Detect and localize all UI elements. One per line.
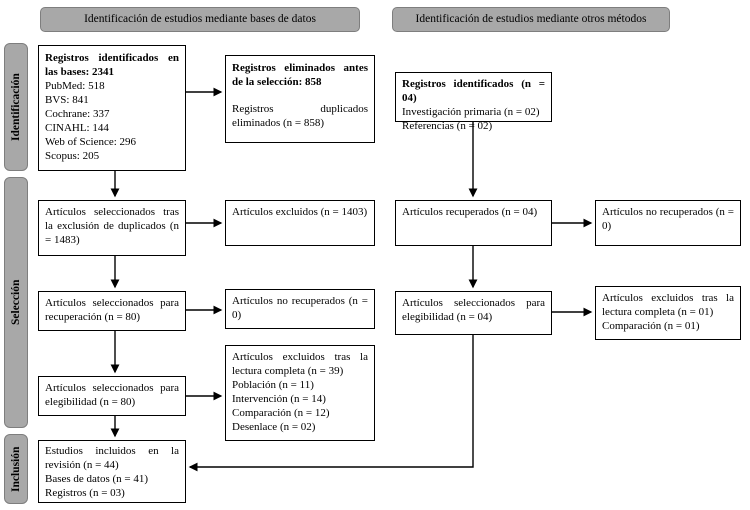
box-records-removed — [225, 55, 375, 143]
box-line: Artículos excluidos tras la lectura completa (n = 39) — [232, 351, 368, 377]
box-other-excluded-fulltext — [595, 286, 741, 340]
stage-selection-label: Selección — [10, 279, 22, 326]
box-not-retrieved — [225, 289, 375, 329]
box-line: Artículos seleccionados para recuperación (n = 80) — [45, 297, 179, 323]
box-excluded-fulltext — [225, 345, 375, 441]
box-line: BVS: 841 — [45, 94, 89, 106]
box-line: Artículos no recuperados (n = 0) — [602, 206, 734, 232]
box-excluded — [225, 200, 375, 246]
box-line: Artículos excluidos tras la lectura completa (n = 01) — [602, 292, 734, 318]
box-other-records-identified — [395, 72, 552, 132]
box-other-records-identified-lines — [402, 105, 545, 133]
stage-inclusion — [4, 434, 28, 504]
box-line: Comparación (n = 12) — [232, 407, 330, 419]
stage-inclusion-label: Inclusión — [10, 446, 22, 492]
box-other-excluded-fulltext-lines — [602, 291, 734, 333]
box-line: Bases de datos (n = 41) — [45, 473, 149, 485]
box-line: Artículos recuperados (n = 04) — [402, 206, 538, 218]
box-line: Web of Science: 296 — [45, 136, 137, 148]
box-screened-lines — [45, 205, 179, 247]
header-databases-label: Identificación de estudios mediante bases de datos — [84, 13, 316, 26]
box-excluded-lines — [232, 205, 368, 219]
box-line: Artículos excluidos (n = 1403) — [232, 206, 368, 218]
box-other-retrieved-lines — [402, 205, 545, 219]
box-excluded-fulltext-lines — [232, 350, 368, 434]
box-not-retrieved-lines — [232, 294, 368, 322]
box-other-not-retrieved — [595, 200, 741, 246]
box-line: CINAHL: 144 — [45, 122, 109, 134]
box-included-lines — [45, 444, 179, 500]
box-records-removed-lines — [232, 102, 368, 130]
box-line: Comparación (n = 01) — [602, 320, 700, 332]
box-other-not-retrieved-lines — [602, 205, 734, 233]
box-records-identified — [38, 45, 186, 171]
box-line: Artículos seleccionados para elegibilidad (n = 04) — [402, 297, 545, 323]
box-other-records-identified-title: Registros identificados (n = 04) — [402, 78, 545, 104]
box-other-eligibility-lines — [402, 296, 545, 324]
box-line: Población (n = 11) — [232, 379, 314, 391]
box-retrieval — [38, 291, 186, 331]
box-line: Intervención (n = 14) — [232, 393, 326, 405]
box-records-identified-lines — [45, 79, 179, 163]
box-line: Registros duplicados eliminados (n = 858) — [232, 103, 368, 129]
box-line: Investigación primaria (n = 02) — [402, 106, 540, 118]
box-line: Desenlace (n = 02) — [232, 421, 316, 433]
box-line: Artículos seleccionados para elegibilidad (n = 80) — [45, 382, 179, 408]
box-line: Artículos seleccionados tras la exclusión de duplicados (n = 1483) — [45, 206, 179, 246]
box-records-removed-title: Registros eliminados antes de la selección: 858 — [232, 62, 368, 88]
box-eligibility — [38, 376, 186, 416]
header-databases — [40, 7, 360, 32]
box-included — [38, 440, 186, 503]
header-other-methods-label: Identificación de estudios mediante otros métodos — [415, 13, 647, 26]
header-other-methods — [392, 7, 670, 32]
box-retrieval-lines — [45, 296, 179, 324]
box-line: Estudios incluidos en la revisión (n = 44) — [45, 445, 179, 471]
box-eligibility-lines — [45, 381, 179, 409]
box-other-eligibility — [395, 291, 552, 335]
box-records-identified-title: Registros identificados en las bases: 2341 — [45, 52, 179, 78]
box-line: PubMed: 518 — [45, 80, 105, 92]
box-line: Artículos no recuperados (n = 0) — [232, 295, 368, 321]
stage-selection — [4, 177, 28, 428]
stage-identification — [4, 43, 28, 171]
box-other-retrieved — [395, 200, 552, 246]
box-line: Cochrane: 337 — [45, 108, 110, 120]
stage-identification-label: Identificación — [10, 73, 22, 141]
box-line: Referencias (n = 02) — [402, 120, 493, 132]
box-screened — [38, 200, 186, 256]
box-line: Registros (n = 03) — [45, 487, 125, 499]
box-line: Scopus: 205 — [45, 150, 100, 162]
